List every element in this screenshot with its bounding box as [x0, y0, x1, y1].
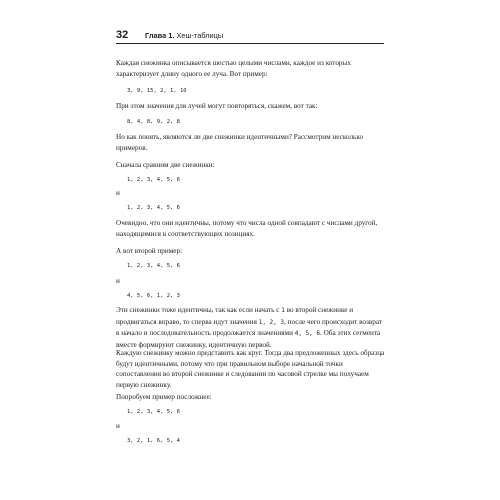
conjunction-and-1: и: [116, 189, 120, 197]
code-example-7: 1, 2, 3, 4, 5, 6: [127, 409, 180, 415]
page-number: 32: [116, 29, 129, 41]
paragraph-identical-question: Но как понять, являются ли две снежинки идентичными? Рассмотрим несколько примеров.: [116, 133, 364, 152]
running-header: [116, 29, 384, 44]
code-example-5: 1, 2, 3, 4, 5, 6: [127, 263, 180, 269]
paragraph-text-segment: во второй снежинке и продвигаться вправо, то сперва идут значения: [116, 306, 354, 326]
chapter-heading: [145, 30, 223, 41]
paragraph-circle-representation: Каждую снежинку можно представить как круг. Тогда два предложенных здесь образца будут идентичными, потому что при правильном выборе начальной точки сопоставления во второй снежинке и следовании по часовой стрелке мы получаем первую снежинку.: [116, 349, 385, 389]
paragraph-text-segment: , после чего происходит возврат в начало и последовательность продолжается значениями: [116, 317, 382, 338]
code-example-6: 4, 5, 6, 1, 2, 3: [127, 293, 180, 299]
paragraph-also-identical: [116, 305, 386, 350]
code-example-3: 1, 2, 3, 4, 5, 6: [127, 177, 180, 183]
paragraph-second-example: А вот второй пример:: [116, 247, 183, 255]
chapter-label: Глава 1.: [145, 31, 175, 40]
paragraph-harder-example: Попробуем пример посложнее:: [116, 393, 212, 401]
code-example-4: 1, 2, 3, 4, 5, 6: [127, 205, 180, 211]
conjunction-and-2: и: [116, 277, 120, 285]
paragraph-repeat-values: При этом значения для лучей могут повторяться, скажем, вот так:: [116, 102, 318, 110]
inline-code: 4, 5, 6: [294, 330, 321, 338]
code-example-2: 8, 4, 8, 9, 2, 8: [127, 119, 180, 125]
inline-code: 1: [281, 307, 285, 314]
code-example-8: 3, 2, 1, 6, 5, 4: [127, 438, 180, 444]
chapter-title: Хеш-таблицы: [176, 31, 224, 40]
paragraph-text-segment: Эти снежинки тоже идентичны, так как если начать с: [116, 306, 282, 314]
code-example-1: 3, 9, 15, 2, 1, 10: [127, 88, 187, 94]
inline-code: 1, 2, 3: [258, 318, 285, 326]
paragraph-text-segment: . Оба этих сегмента вместе формируют снежинку, идентичную первой.: [116, 329, 381, 349]
paragraph-snowflake-description: Каждая снежинка описывается шестью целыми числами, каждое из которых характеризует длину одного ее луча. Вот пример:: [116, 59, 351, 78]
paragraph-obviously-identical: Очевидно, что они идентичны, потому что числа одной совпадают с числами другой, находящимися в соответствующих позициях.: [116, 219, 378, 238]
conjunction-and-3: и: [116, 422, 120, 430]
paragraph-compare-two: Сначала сравним две снежинки:: [116, 161, 215, 169]
